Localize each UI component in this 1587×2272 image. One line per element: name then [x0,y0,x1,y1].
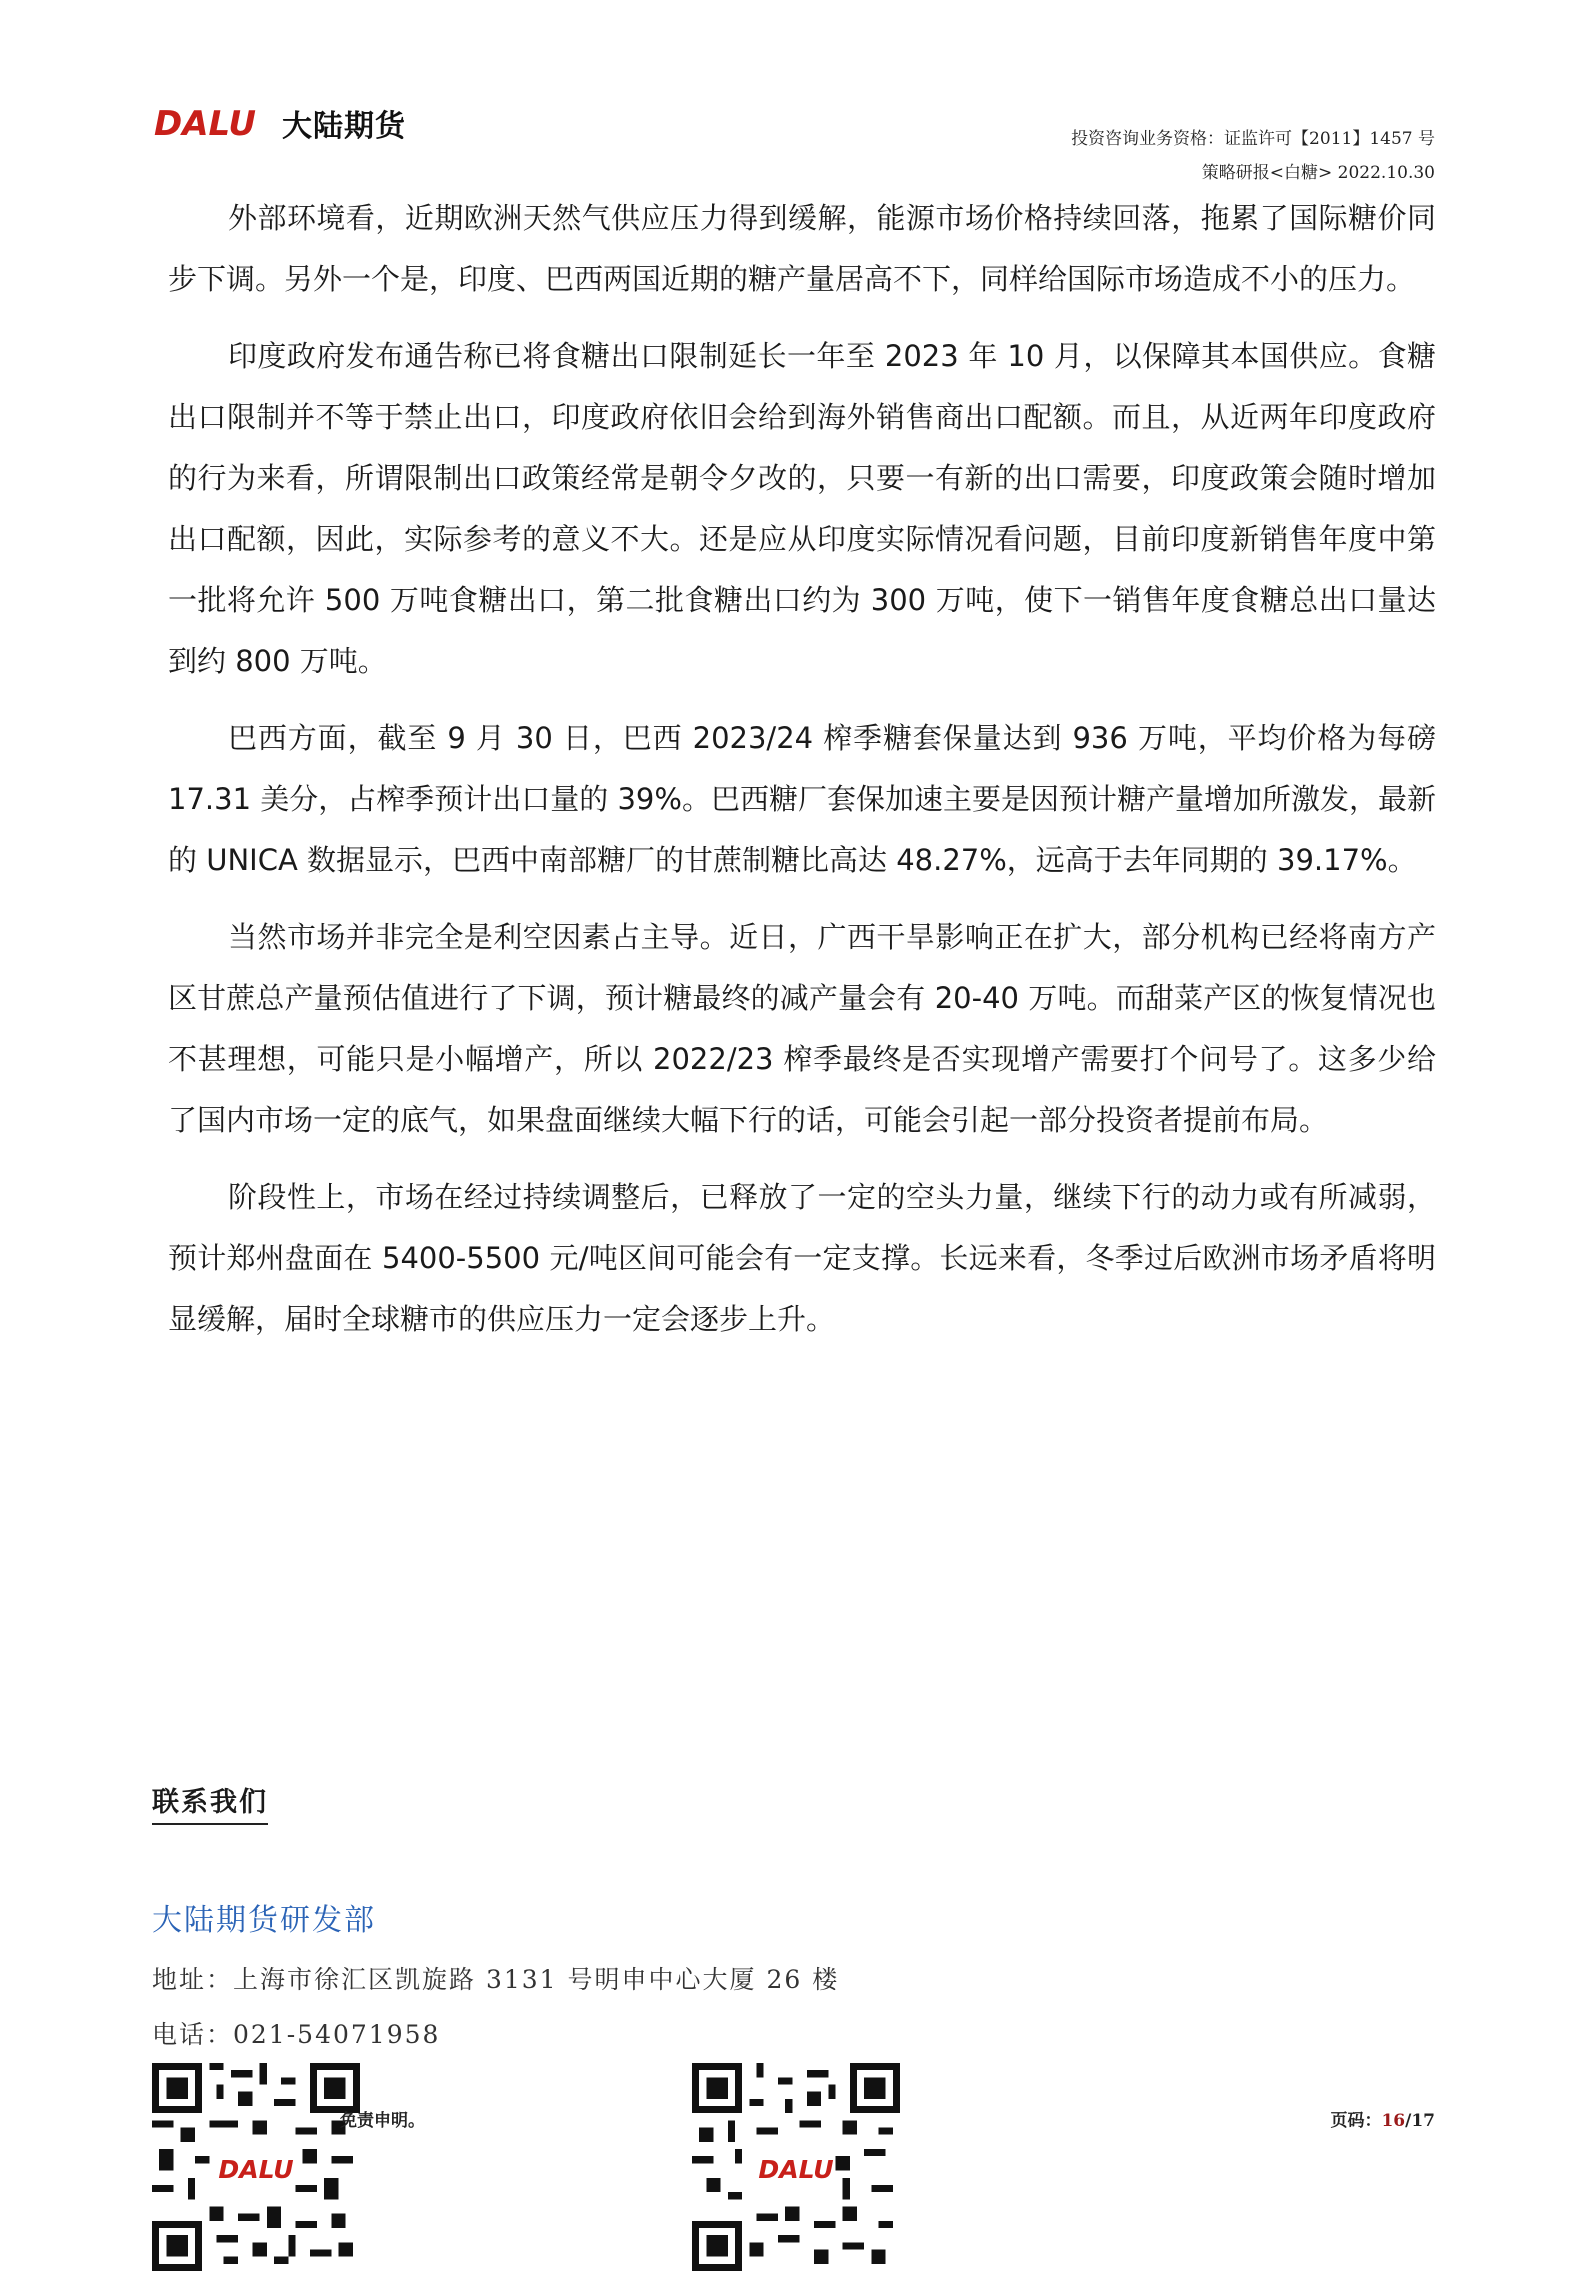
article-body [168,188,1436,1366]
svg-text:DALU: DALU [154,104,256,143]
contact-title: 联系我们 [152,1780,268,1825]
paragraph: 巴西方面，截至 9 月 30 日，巴西 2023/24 榨季糖套保量达到 936 万吨，平均价格为每磅 17.31 美分，占榨季预计出口量的 39%。巴西糖厂套保加速主要是因预计糖产量增加所激发，最新的 UNICA 数据显示，巴西中南部糖厂的甘蔗制糖比高达 48.27%，远高于去年同期的 39.17%。 [168,721,1436,877]
report-title-date: 策略研报<白糖> 2022.10.30 [1201,163,1435,183]
address: 地址：上海市徐汇区凯旋路 3131 号明申中心大厦 26 楼 [152,1965,840,1994]
paragraph: 当然市场并非完全是利空因素占主导。近日，广西干旱影响正在扩大，部分机构已经将南方产区甘蔗总产量预估值进行了下调，预计糖最终的减产量会有 20-40 万吨。而甜菜产区的恢复情况也不甚理想，可能只是小幅增产，所以 2022/23 榨季最终是否实现增产需要打个问号了。这多少给了国内市场一定的底气，如果盘面继续大幅下行的话，可能会引起一部分投资者提前布局。 [168,920,1436,1137]
phone: 电话：021-54071958 [152,2020,441,2049]
logo-text: 大陆期货 [282,109,406,144]
paragraph: 外部环境看，近期欧洲天然气供应压力得到缓解，能源市场价格持续回落，拖累了国际糖价同步下调。另外一个是，印度、巴西两国近期的糖产量居高不下，同样给国际市场造成不小的压力。 [168,201,1436,296]
contact-section [152,1780,268,1825]
paragraph: 阶段性上，市场在经过持续调整后，已释放了一定的空头力量，继续下行的动力或有所减弱，预计郑州盘面在 5400-5500 元/吨区间可能会有一定支撑。长远来看，冬季过后欧洲市场矛盾将明显缓解，届时全球糖市的供应压力一定会逐步上升。 [168,1180,1436,1336]
page-total: /17 [1405,2111,1435,2131]
page-current: 16 [1381,2111,1406,2131]
svg-text:DALU: DALU [758,2154,834,2184]
qr-code-icon [692,2062,900,2272]
department-name: 大陆期货研发部 [152,1903,376,1938]
svg-text:DALU: DALU [218,2154,294,2184]
qualification-text: 投资咨询业务资格：证监许可【2011】1457 号 [1071,129,1435,149]
qr-code-icon [152,2062,360,2272]
page-number [1330,2106,1435,2131]
paragraph: 印度政府发布通告称已将食糖出口限制延长一年至 2023 年 10 月，以保障其本国供应。食糖出口限制并不等于禁止出口，印度政府依旧会给到海外销售商出口配额。而且，从近两年印度政府的行为来看，所谓限制出口政策经常是朝令夕改的，只要一有新的出口需要，印度政策会随时增加出口配额，因此，实际参考的意义不大。还是应从印度实际情况看问题，目前印度新销售年度中第一批将允许 500 万吨食糖出口，第二批食糖出口约为 300 万吨，使下一销售年度食糖总出口量达到约 800 万吨。 [168,339,1436,678]
disclaimer-fragment: 免责申明。 [340,2111,425,2131]
dalu-logo-icon [152,103,274,143]
page-label: 页码： [1330,2111,1382,2131]
company-logo [152,98,406,148]
